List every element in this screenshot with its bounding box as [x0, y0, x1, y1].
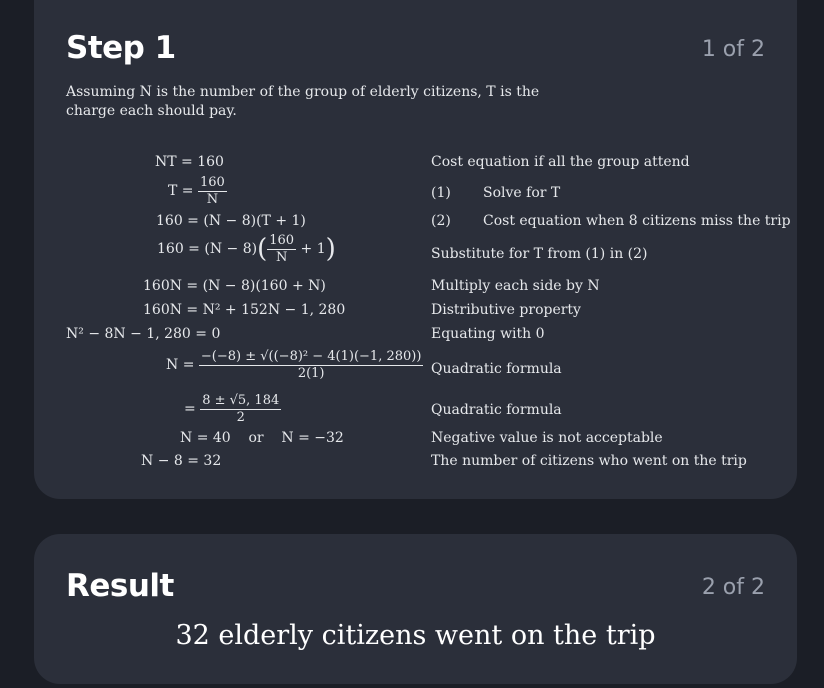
- desc-negative: Negative value is not acceptable: [431, 430, 663, 446]
- equation-solve-t: [168, 174, 227, 208]
- fraction-denominator: N: [206, 192, 219, 207]
- equation-distribute: 160N = N² + 152N − 1, 280: [143, 302, 346, 318]
- fraction-numerator: 160: [269, 233, 295, 248]
- fraction: [267, 232, 296, 266]
- equation-lhs: =: [184, 401, 201, 417]
- result-card: [34, 534, 797, 684]
- desc-equating: Equating with 0: [431, 326, 545, 342]
- fraction-denominator: 2(1): [297, 366, 325, 381]
- step1-counter: 1 of 2: [701, 37, 765, 62]
- fraction-denominator: N: [275, 250, 288, 265]
- desc-text: Solve for T: [483, 185, 561, 201]
- equation-multiply: 160N = (N − 8)(160 + N): [143, 278, 326, 294]
- equation-final: N − 8 = 32: [141, 453, 222, 469]
- equation-tag: (1): [431, 185, 451, 201]
- equation-lhs: T =: [168, 183, 198, 199]
- desc-cost-all: Cost equation if all the group attend: [431, 154, 690, 170]
- desc-text: Cost equation when 8 citizens miss the trip: [483, 213, 791, 229]
- fraction-denominator: 2: [236, 410, 245, 425]
- desc-quadratic-formula: Quadratic formula: [431, 361, 562, 377]
- desc-final: The number of citizens who went on the trip: [431, 453, 747, 469]
- equation-quadratic: N² − 8N − 1, 280 = 0: [66, 326, 221, 342]
- equation-rhs: + 1: [296, 241, 326, 257]
- equation-substitute: [157, 232, 336, 266]
- fraction: [199, 348, 424, 382]
- equation-roots: N = 40 or N = −32: [180, 430, 344, 446]
- fraction-numerator: 160: [199, 175, 225, 190]
- fraction-numerator: 8 ± √5, 184: [202, 393, 280, 408]
- desc-solve-t: [431, 185, 560, 201]
- open-paren: (: [257, 234, 268, 264]
- step1-title: Step 1: [66, 30, 176, 66]
- result-counter: 2 of 2: [701, 575, 765, 600]
- close-paren: ): [325, 234, 336, 264]
- equation-simplified: [184, 392, 281, 426]
- equation-cost-all: NT = 160: [155, 154, 224, 170]
- equation-lhs: N =: [166, 357, 199, 373]
- step1-card: [34, 0, 797, 499]
- equation-quadratic-formula: [166, 348, 423, 382]
- fraction-numerator: −(−8) ± √((−8)² − 4(1)(−1, 280)): [200, 349, 422, 364]
- equation-tag: (2): [431, 213, 451, 229]
- desc-multiply: Multiply each side by N: [431, 278, 600, 294]
- desc-distribute: Distributive property: [431, 302, 581, 318]
- fraction: [200, 392, 281, 426]
- desc-substitute: Substitute for T from (1) in (2): [431, 246, 648, 262]
- desc-cost-missing: [431, 213, 791, 229]
- step1-intro: Assuming N is the number of the group of elderly citizens, T is the charge each should pay.: [66, 84, 540, 119]
- result-text: 32 elderly citizens went on the trip: [175, 620, 656, 651]
- fraction: [198, 174, 227, 208]
- equation-lhs: 160 = (N − 8): [157, 241, 258, 257]
- result-title: Result: [66, 568, 174, 604]
- equation-cost-missing: 160 = (N − 8)(T + 1): [156, 213, 306, 229]
- desc-quadratic-formula-2: Quadratic formula: [431, 402, 562, 418]
